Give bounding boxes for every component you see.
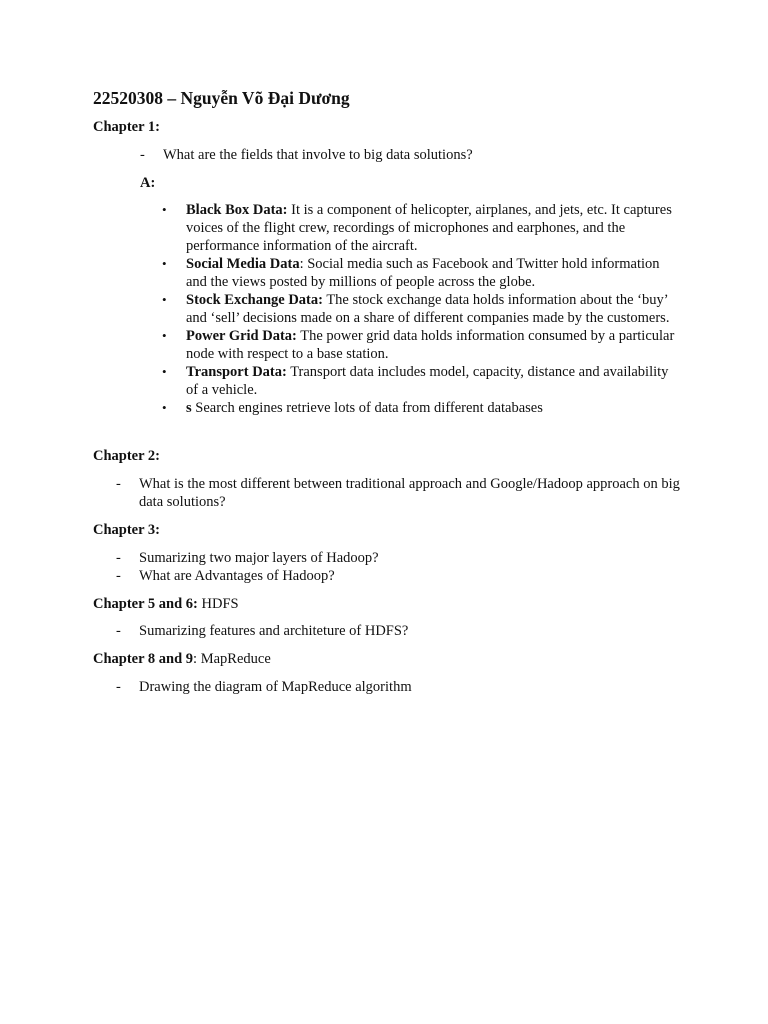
chapter-5-6-topic: HDFS xyxy=(197,596,239,612)
answer-bullet-list xyxy=(160,201,680,417)
bullet-term: s xyxy=(186,400,192,416)
bullet-icon: • xyxy=(162,328,167,343)
bullet-term: Black Box Data: xyxy=(186,202,288,218)
bullet-text: : Social media such as Facebook and Twitter hold information and the views posted by millions of people across the globe. xyxy=(186,256,660,290)
bullet-item-social-media-data xyxy=(160,255,680,291)
chapter-2-heading xyxy=(93,447,160,465)
bullet-text: It is a component of helicopter, airplanes, and jets, etc. It captures voices of the flight crew, recordings of microphones and earphones, and the performance information of the aircraft. xyxy=(186,202,672,254)
bullet-term: Social Media Data xyxy=(186,256,300,272)
bullet-item-black-box-data xyxy=(160,201,680,255)
chapter-3-heading-label: Chapter 3: xyxy=(93,522,160,538)
dash-marker: - xyxy=(116,679,121,695)
chapter-5-6-heading xyxy=(93,595,239,613)
chapter-8-9-heading xyxy=(93,650,271,668)
chapter-1-heading-label: Chapter 1: xyxy=(93,119,160,135)
chapter-1-heading xyxy=(93,118,160,136)
bullet-term: Power Grid Data: xyxy=(186,328,297,344)
bullet-item-power-grid-data xyxy=(160,327,680,363)
bullet-item-search-engine-data xyxy=(160,399,680,417)
chapter-8-9-topic: : MapReduce xyxy=(193,651,271,667)
bullet-text: The stock exchange data holds information about the ‘buy’ and ‘sell’ decisions made on a share of different companies made by the customers. xyxy=(186,292,670,326)
chapter-2-question-text: What is the most different between traditional approach and Google/Hadoop approach on big data solutions? xyxy=(139,476,680,510)
chapter-8-9-heading-label: Chapter 8 and 9 xyxy=(93,651,194,667)
bullet-icon: • xyxy=(162,292,167,307)
bullet-text: The power grid data holds information consumed by a particular node with respect to a base station. xyxy=(186,328,675,362)
bullet-icon: • xyxy=(162,400,167,415)
chapter-1-question-text: What are the fields that involve to big data solutions? xyxy=(163,147,473,163)
document-title: 22520308 – Nguyễn Võ Đại Dương xyxy=(93,88,350,108)
bullet-item-stock-exchange-data xyxy=(160,291,680,327)
bullet-term: Stock Exchange Data: xyxy=(186,292,323,308)
dash-marker: - xyxy=(116,550,121,566)
dash-marker: - xyxy=(116,568,121,584)
answer-label: A: xyxy=(140,175,156,191)
bullet-icon: • xyxy=(162,202,167,217)
dash-marker: - xyxy=(140,147,145,163)
chapter-2-heading-label: Chapter 2: xyxy=(93,448,160,464)
bullet-item-transport-data xyxy=(160,363,680,399)
bullet-icon: • xyxy=(162,364,167,379)
chapter-3-question-2-text: What are Advantages of Hadoop? xyxy=(139,568,335,584)
bullet-term: Transport Data: xyxy=(186,364,287,380)
chapter-8-9-question-text: Drawing the diagram of MapReduce algorithm xyxy=(139,679,412,695)
chapter-3-heading xyxy=(93,521,160,539)
dash-marker: - xyxy=(116,476,121,492)
chapter-3-question-1-text: Sumarizing two major layers of Hadoop? xyxy=(139,550,379,566)
bullet-icon: • xyxy=(162,256,167,271)
chapter-5-6-heading-label: Chapter 5 and 6: xyxy=(93,596,198,612)
bullet-text: Search engines retrieve lots of data from different databases xyxy=(191,400,543,416)
bullet-text: Transport data includes model, capacity, distance and availability of a vehicle. xyxy=(186,364,669,398)
dash-marker: - xyxy=(116,623,121,639)
chapter-5-6-question-text: Sumarizing features and architeture of HDFS? xyxy=(139,623,409,639)
